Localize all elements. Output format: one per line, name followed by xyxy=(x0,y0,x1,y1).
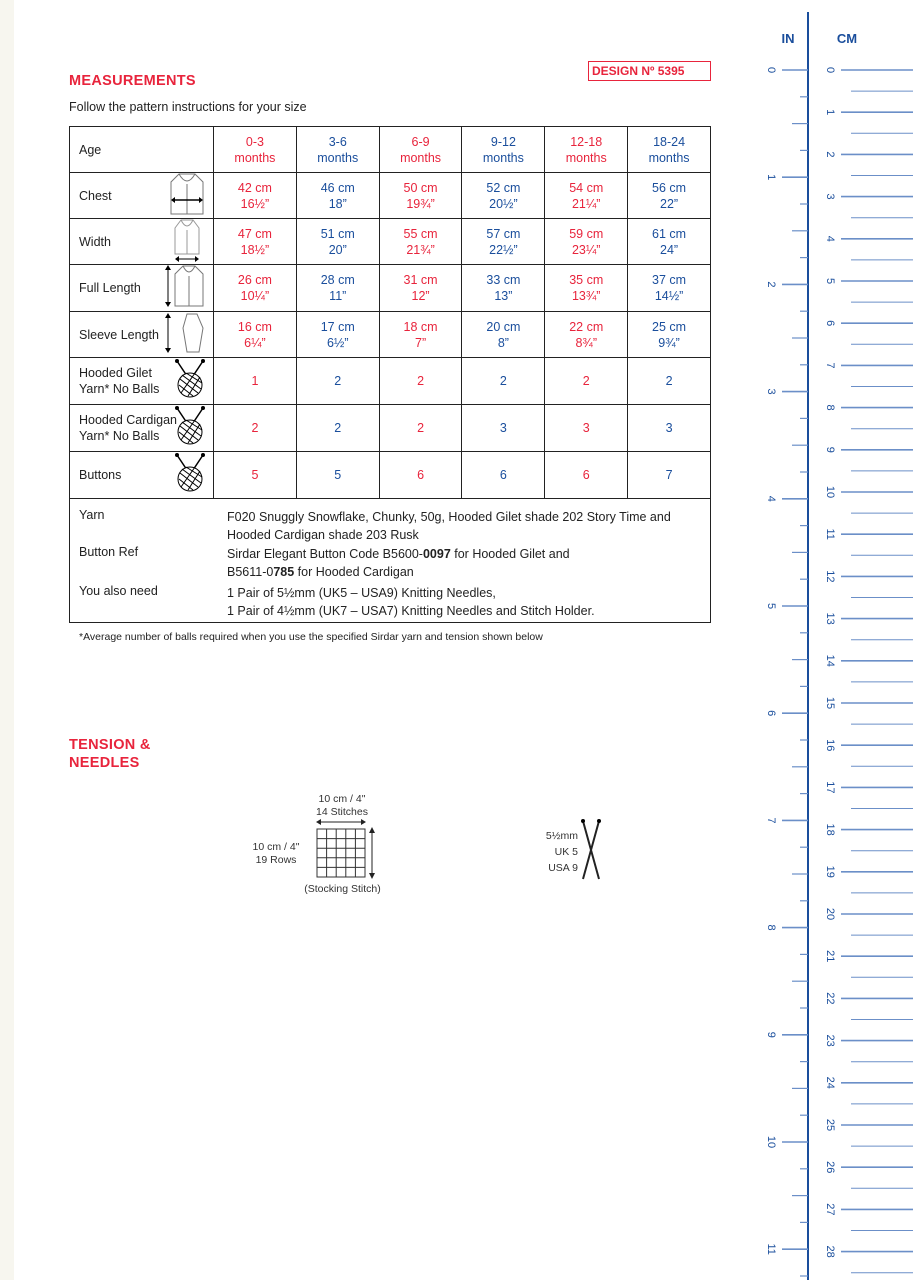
measurement-cell: 3 xyxy=(628,405,711,452)
cm-number: 26 xyxy=(824,1161,837,1174)
measurement-cell: 57 cm 22½” xyxy=(462,219,545,265)
inch-number: 10 xyxy=(765,1135,778,1149)
measurement-cell: 35 cm 13¾” xyxy=(545,265,628,312)
cm-number: 23 xyxy=(824,1034,837,1047)
cm-number: 20 xyxy=(824,907,837,921)
measurement-cell: 55 cm 21¾” xyxy=(379,219,462,265)
size-header: 18-24 months xyxy=(628,127,711,173)
measurement-cell: 42 cm 16½” xyxy=(214,173,297,219)
row-label: Chest xyxy=(70,173,214,219)
row-label: Hooded Gilet Yarn* No Balls xyxy=(70,358,214,405)
sleeve-diagram-icon xyxy=(163,311,207,359)
width-diagram-icon xyxy=(167,218,207,266)
tension-heading: TENSION & NEEDLES xyxy=(69,737,151,771)
measurement-cell: 56 cm 22” xyxy=(628,173,711,219)
table-row xyxy=(70,358,711,405)
measurement-cell: 2 xyxy=(462,358,545,405)
measurement-cell: 6 xyxy=(462,452,545,499)
cm-number: 24 xyxy=(824,1076,837,1089)
cm-number: 12 xyxy=(824,570,837,583)
measurement-cell: 31 cm 12” xyxy=(379,265,462,312)
chest-diagram-icon xyxy=(167,172,207,220)
materials-box xyxy=(69,498,711,623)
intro-text: Follow the pattern instructions for your size xyxy=(69,100,307,114)
measurement-cell: 26 cm 10¼” xyxy=(214,265,297,312)
measurement-cell: 16 cm 6¼” xyxy=(214,312,297,358)
table-row xyxy=(70,405,711,452)
knitting-needles-icon xyxy=(578,818,604,882)
tension-width-label: 10 cm / 4" 14 Stitches xyxy=(316,793,368,818)
measurement-cell: 3 xyxy=(462,405,545,452)
size-header: 9-12 months xyxy=(462,127,545,173)
design-number: DESIGN Nº 5395 xyxy=(588,61,711,81)
measurement-cell: 2 xyxy=(628,358,711,405)
measurement-cell: 51 cm 20” xyxy=(296,219,379,265)
yarn-ball-icon xyxy=(173,359,207,403)
inch-number: 7 xyxy=(765,817,778,824)
measurement-cell: 2 xyxy=(214,405,297,452)
cm-number: 14 xyxy=(824,654,837,667)
cm-number: 21 xyxy=(824,950,837,963)
yarn-value: F020 Snuggly Snowflake, Chunky, 50g, Hooded Gilet shade 202 Story Time and Hooded Cardigan shade 203 Rusk xyxy=(227,510,671,542)
yarn-label: Yarn xyxy=(79,508,105,522)
measurement-cell: 2 xyxy=(545,358,628,405)
size-header: 6-9 months xyxy=(379,127,462,173)
row-label: Buttons xyxy=(70,452,214,499)
cm-number: 13 xyxy=(824,612,837,625)
table-row xyxy=(70,219,711,265)
also-need-label: You also need xyxy=(79,584,158,598)
measurement-cell: 47 cm 18½” xyxy=(214,219,297,265)
cm-number: 18 xyxy=(824,823,837,836)
cm-number: 15 xyxy=(824,696,837,710)
button-ref-label: Button Ref xyxy=(79,545,139,559)
measurement-cell: 52 cm 20½” xyxy=(462,173,545,219)
measurement-cell: 18 cm 7” xyxy=(379,312,462,358)
measurement-cell: 2 xyxy=(379,405,462,452)
measurement-cell: 7 xyxy=(628,452,711,499)
cm-number: 4 xyxy=(824,235,837,242)
measurement-cell: 5 xyxy=(214,452,297,499)
also-need-value: 1 Pair of 5½mm (UK5 – USA9) Knitting Needles, 1 Pair of 4½mm (UK7 – USA7) Knitting Needles and Stitch Holder. xyxy=(227,586,595,618)
inch-number: 1 xyxy=(765,174,778,181)
measurement-cell: 61 cm 24” xyxy=(628,219,711,265)
age-row xyxy=(70,127,711,173)
measurement-cell: 50 cm 19¾” xyxy=(379,173,462,219)
table-row xyxy=(70,173,711,219)
cm-number: 16 xyxy=(824,739,837,752)
cm-label: CM xyxy=(836,31,858,46)
row-label: Hooded Cardigan Yarn* No Balls xyxy=(70,405,214,452)
size-header: 3-6 months xyxy=(296,127,379,173)
measurement-cell: 33 cm 13” xyxy=(462,265,545,312)
measurements-table xyxy=(69,126,711,499)
row-label: Sleeve Length xyxy=(70,312,214,358)
inch-number: 5 xyxy=(765,602,778,610)
needle-size-label: 5½mm UK 5 USA 9 xyxy=(545,830,578,874)
measurement-cell: 54 cm 21¼” xyxy=(545,173,628,219)
cm-number: 27 xyxy=(824,1203,837,1216)
table-row xyxy=(70,312,711,358)
measurement-cell: 2 xyxy=(296,405,379,452)
inch-number: 0 xyxy=(765,66,778,74)
measurement-cell: 59 cm 23¼” xyxy=(545,219,628,265)
footnote: *Average number of balls required when you use the specified Sirdar yarn and tension shown below xyxy=(79,631,543,643)
cm-number: 1 xyxy=(824,109,837,116)
cm-number: 7 xyxy=(824,362,837,369)
cm-number: 28 xyxy=(824,1245,837,1258)
measurement-cell: 25 cm 9¾” xyxy=(628,312,711,358)
inch-number: 8 xyxy=(765,924,778,931)
measurement-cell: 20 cm 8” xyxy=(462,312,545,358)
measurement-cell: 6 xyxy=(545,452,628,499)
cm-number: 25 xyxy=(824,1118,837,1132)
button-ref-value: Sirdar Elegant Button Code B5600-0097 for Hooded Gilet and B5611-0785 for Hooded Cardigan xyxy=(227,547,570,579)
row-label: Full Length xyxy=(70,265,214,312)
cm-number: 10 xyxy=(824,485,837,499)
inch-number: 4 xyxy=(765,495,778,502)
measurement-cell: 6 xyxy=(379,452,462,499)
cm-number: 0 xyxy=(824,66,837,74)
cm-number: 2 xyxy=(824,151,837,158)
measurement-cell: 46 cm 18” xyxy=(296,173,379,219)
page-margin xyxy=(0,0,14,1280)
inch-number: 2 xyxy=(765,281,778,288)
measurement-cell: 5 xyxy=(296,452,379,499)
yarn-ball-icon xyxy=(173,453,207,497)
measurement-cell: 22 cm 8¾” xyxy=(545,312,628,358)
size-header: 12-18 months xyxy=(545,127,628,173)
cm-number: 11 xyxy=(824,528,837,540)
measurement-cell: 2 xyxy=(379,358,462,405)
length-diagram-icon xyxy=(163,264,207,312)
measurement-cell: 3 xyxy=(545,405,628,452)
cm-number: 9 xyxy=(824,446,837,453)
measurement-cell: 1 xyxy=(214,358,297,405)
yarn-ball-icon xyxy=(173,406,207,450)
cm-number: 6 xyxy=(824,320,837,327)
cm-number: 3 xyxy=(824,193,837,200)
inch-number: 6 xyxy=(765,710,778,717)
measurement-cell: 17 cm 6½” xyxy=(296,312,379,358)
measuring-ruler xyxy=(740,0,913,1280)
tension-square-icon xyxy=(312,814,382,880)
measurement-cell: 28 cm 11” xyxy=(296,265,379,312)
inch-label: IN xyxy=(781,31,795,46)
inch-number: 3 xyxy=(765,388,778,395)
measurements-heading: MEASUREMENTS xyxy=(69,73,196,89)
measurement-cell: 2 xyxy=(296,358,379,405)
cm-number: 22 xyxy=(824,992,837,1005)
measurement-cell: 37 cm 14½” xyxy=(628,265,711,312)
size-header: 0-3 months xyxy=(214,127,297,173)
table-row xyxy=(70,265,711,312)
age-label: Age xyxy=(70,127,214,173)
stitch-type-label: (Stocking Stitch) xyxy=(304,883,381,895)
cm-number: 17 xyxy=(824,781,837,794)
cm-number: 19 xyxy=(824,865,837,878)
inch-number: 11 xyxy=(765,1243,778,1255)
table-row xyxy=(70,452,711,499)
inch-number: 9 xyxy=(765,1031,778,1038)
row-label: Width xyxy=(70,219,214,265)
cm-number: 5 xyxy=(824,277,837,285)
cm-number: 8 xyxy=(824,404,837,411)
tension-rows-label: 10 cm / 4" 19 Rows xyxy=(252,841,300,866)
